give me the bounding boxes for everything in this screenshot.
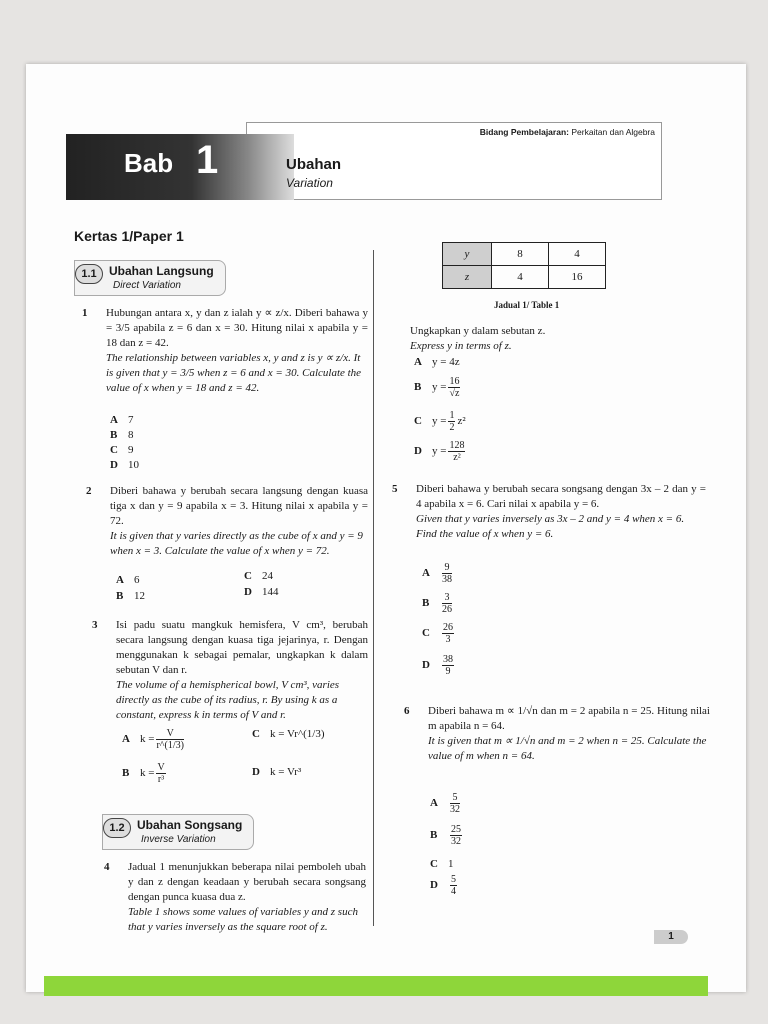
option-C[interactable]: C y = $\frac{1}{2}$ z² (414, 410, 466, 433)
question-5: 5 Diberi bahawa y berubah secara songsang dengan 3x – 2 dan y = 4 apabila x = 6. Cari nilai x apabila y = 6. Given that y varies inversely as 3x – 2 and y = 4 when x = 6. Find the value of x when y = 6. (392, 483, 706, 540)
section-heading-direct-variation: 1.1 Ubahan Langsung Direct Variation (74, 260, 226, 296)
question-2: 2 Diberi bahawa y berubah secara langsung dengan kuasa tiga x dan y = 9 apabila x = 3. Hitung nilai x apabila y = 72. It is given that y varies directly as the cube of x and y = 9 when x = 3. Calculate the value of x when y = 72. (86, 485, 368, 557)
chapter-title-english: Variation (286, 176, 333, 190)
option-B[interactable]: B $\frac{25}{32}$ (430, 824, 461, 847)
section-heading-inverse-variation: 1.2 Ubahan Songsang Inverse Variation (102, 814, 254, 850)
question-text-ms: Diberi bahawa y berubah secara songsang dengan 3x – 2 dan y = 4 apabila x = 6. Cari nilai x apabila y = 6. (416, 483, 706, 510)
column-divider (373, 250, 374, 926)
question-text-ms: Hubungan antara x, y dan z ialah y ∝ z/x. Diberi bahawa y = 3/5 apabila z = 6 dan x = 30. Hitung nilai x apabila y = 18 dan z = 42. (106, 307, 368, 349)
question-text-en: It is given that m ∝ 1/√n and m = 2 when n = 25. Calculate the value of m when n = 64. (428, 735, 707, 762)
question-text-ms: Diberi bahawa y berubah secara langsung dengan kuasa tiga x dan y = 9 apabila x = 3. Hitung nilai x apabila y = 72. (110, 485, 368, 527)
table-1 (442, 242, 606, 289)
chapter-word: Bab (124, 148, 174, 178)
option-A[interactable]: A 7 (110, 414, 134, 426)
option-D[interactable]: D $\frac{38}{9}$ (422, 654, 453, 677)
option-B[interactable]: B 12 (116, 590, 145, 602)
option-A[interactable]: A k = $\frac{V}{r\^{}(1/3)}$ (122, 728, 184, 751)
question-3: 3 Isi padu suatu mangkuk hemisfera, V cm³, berubah secara langsung dengan kuasa tiga jejarinya, r. Dengan menggunakan k sebagai pemalar, ungkapkan k dalam sebutan V dan r. The volume of a hemispherical bowl, V cm³, varies directly as the cube of its radius, r. By using k as a constant, express k in terms of V and r. (92, 619, 368, 721)
option-A[interactable]: A 6 (116, 574, 140, 586)
question-text-ms: Diberi bahawa m ∝ 1/√n dan m = 2 apabila n = 25. Hitung nilai m apabila n = 64. (428, 705, 710, 732)
question-4: 4 Jadual 1 menunjukkan beberapa nilai pemboleh ubah y dan z dengan keadaan y berubah secara songsang dengan punca kuasa dua z. Table 1 shows some values of variables y and z such that y varies inversely as the square root of z. (104, 861, 366, 933)
option-C[interactable]: C 24 (244, 570, 273, 582)
workbook-page (26, 64, 746, 992)
option-C[interactable]: C k = Vr^(1/3) (252, 728, 325, 740)
page-edge-strip (44, 976, 708, 996)
option-D[interactable]: D 144 (244, 586, 279, 598)
paper-title: Kertas 1/Paper 1 (74, 228, 184, 244)
option-B[interactable]: B y = $\frac{16}{√z}$ (414, 376, 460, 399)
option-A[interactable]: A $\frac{5}{32}$ (430, 792, 460, 815)
question-text-en: Given that y varies inversely as 3x – 2 and y = 4 when x = 6. Find the value of x when y = 6. (416, 513, 685, 540)
option-B[interactable]: B k = $\frac{V}{\text{r³}}$ (122, 762, 165, 785)
option-D[interactable]: D y = $\frac{128}{\text{z²}}$ (414, 440, 465, 463)
question-text-en: Table 1 shows some values of variables y and z such that y varies inversely as the square root of z. (128, 906, 358, 933)
chapter-banner (66, 134, 294, 200)
question-text-ms: Isi padu suatu mangkuk hemisfera, V cm³, berubah secara langsung dengan kuasa tiga jejarinya, r. Dengan menggunakan k sebagai pemalar, ungkapkan k dalam sebutan V dan r. (116, 619, 368, 676)
question-text-ms: Jadual 1 menunjukkan beberapa nilai pemboleh ubah y dan z dengan keadaan y berubah secara songsang dengan punca kuasa dua z. (128, 861, 366, 903)
question-text-en: It is given that y varies directly as the cube of x and y = 9 when x = 3. Calculate the value of x when y = 72. (110, 530, 363, 557)
question-6: 6 Diberi bahawa m ∝ 1/√n dan m = 2 apabila n = 25. Hitung nilai m apabila n = 64. It is given that m ∝ 1/√n and m = 2 when n = 25. Calculate the value of m when n = 64. (404, 705, 710, 762)
option-A[interactable]: A $\frac{9}{38}$ (422, 562, 452, 585)
table-row: z 4 16 (443, 266, 606, 289)
option-D[interactable]: D k = Vr³ (252, 766, 302, 778)
option-C[interactable]: C 1 (430, 858, 454, 870)
question-text-en: The volume of a hemispherical bowl, V cm³, varies directly as the cube of its radius, r. By using k as a constant, express k in terms of V and r. (116, 679, 340, 721)
chapter-number: 1 (196, 138, 219, 182)
option-B[interactable]: B $\frac{3}{26}$ (422, 592, 452, 615)
option-D[interactable]: D $\frac{5}{4}$ (430, 874, 456, 897)
learning-area-label: Bidang Pembelajaran: Perkaitan dan Algebra (479, 127, 655, 137)
option-B[interactable]: B 8 (110, 429, 134, 441)
table-row: y 8 4 (443, 243, 606, 266)
option-C[interactable]: C 9 (110, 444, 134, 456)
chapter-header (66, 112, 662, 204)
question-1: 1 Hubungan antara x, y dan z ialah y ∝ z/x. Diberi bahawa y = 3/5 apabila z = 6 dan x = 30. Hitung nilai x apabila y = 18 dan z = 42. The relationship between variables x, y and z is y ∝ z/x. It is given that y = 3/5 when z = 6 and x = 30. Calculate the value of x when y = 18 and z = 42. (82, 307, 368, 394)
question-text-en: The relationship between variables x, y and z is y ∝ z/x. It is given that y = 3/5 when z = 6 and x = 30. Calculate the value of x when y = 18 and z = 42. (106, 352, 362, 394)
page-number: 1 (654, 930, 688, 944)
table-caption: Jadual 1/ Table 1 (494, 300, 560, 310)
chapter-title: Ubahan (286, 156, 342, 173)
option-D[interactable]: D 10 (110, 459, 139, 471)
option-C[interactable]: C $\frac{26}{3}$ (422, 622, 453, 645)
option-A[interactable]: A y = 4z (414, 356, 460, 368)
question-4-prompt: Ungkapkan y dalam sebutan z. Express y in terms of z. (410, 325, 546, 352)
